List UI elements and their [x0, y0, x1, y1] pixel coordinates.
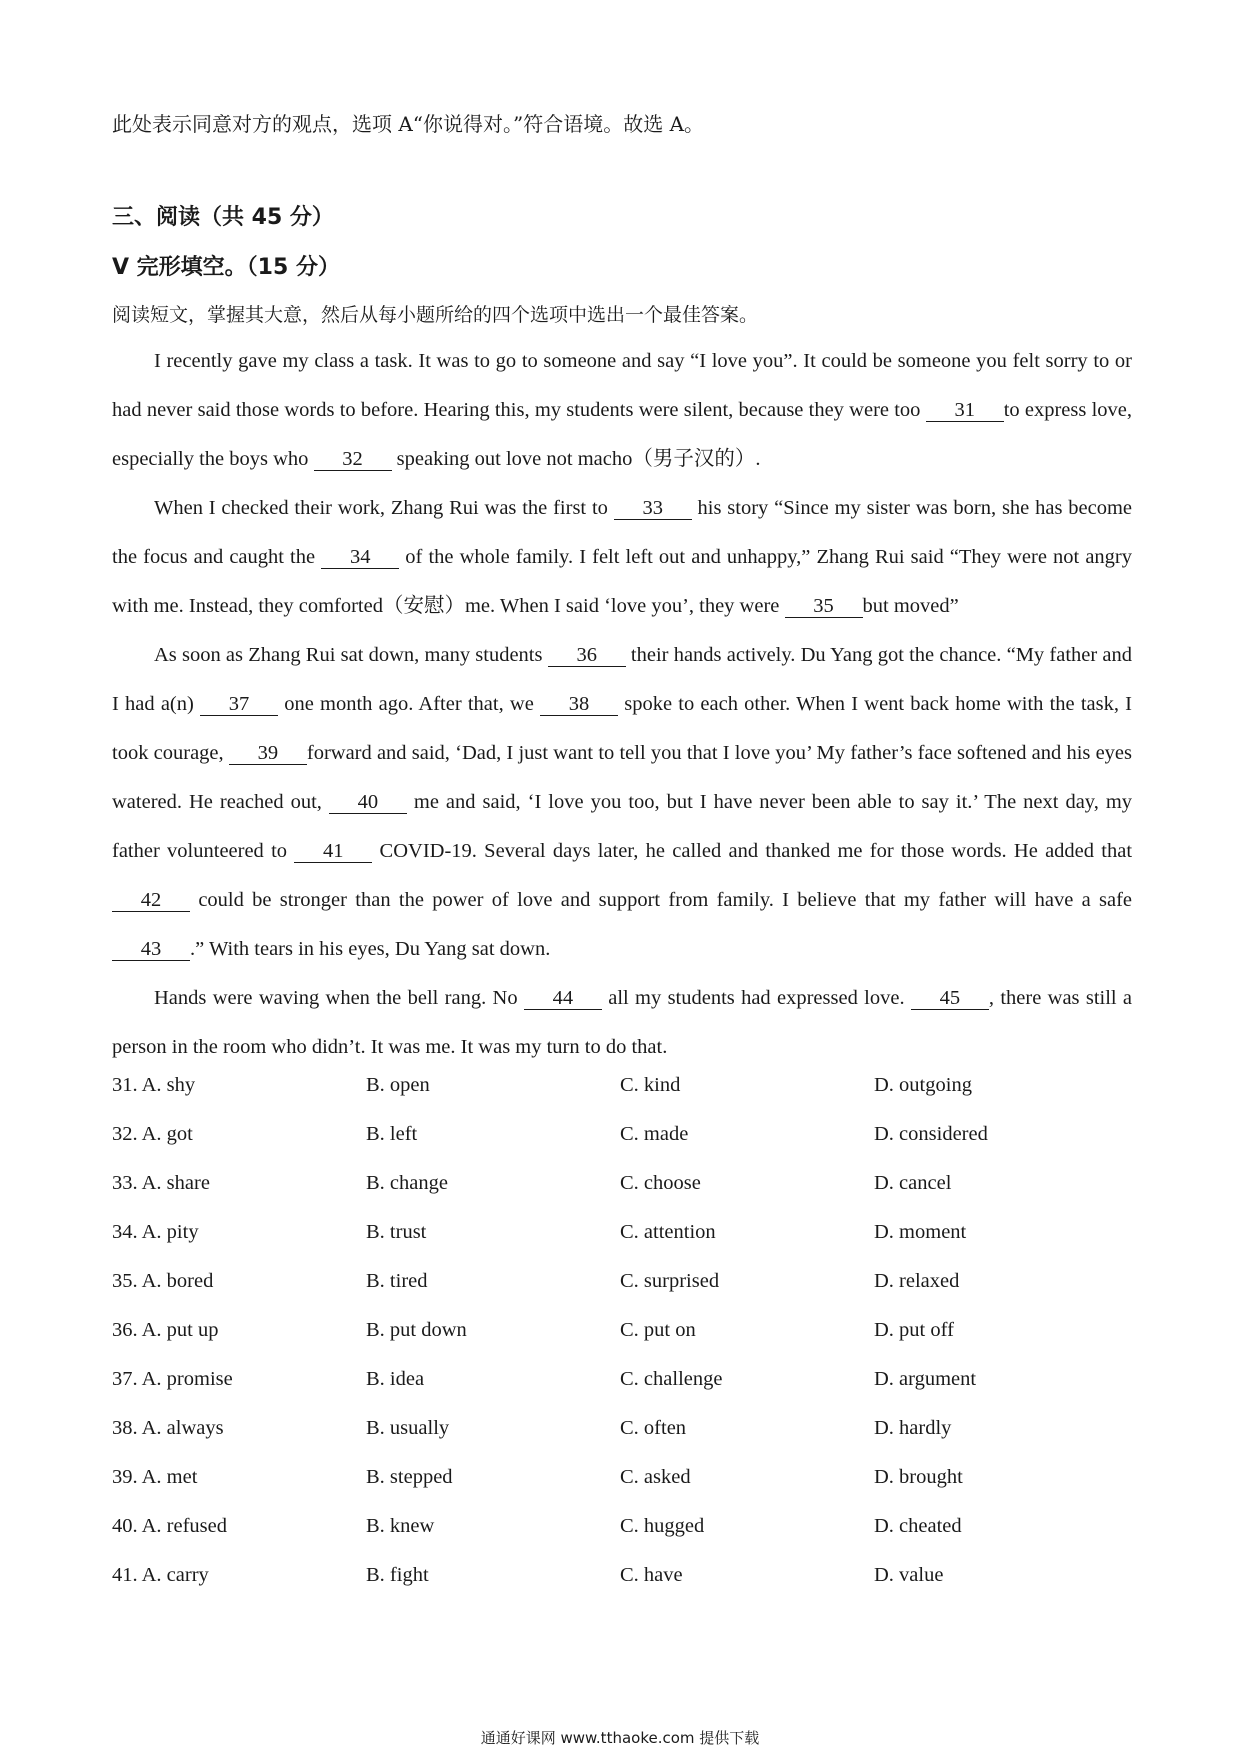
option-c: C. often: [620, 1417, 687, 1439]
options-row: [112, 1564, 1132, 1613]
options-row: [112, 1123, 1132, 1172]
passage-paragraph-2: When I checked their work, Zhang Rui was the first to 33 his story “Since my sister was born, she has become the focus and caught the 34 of the whole family. I felt left out and unhappy,” Zhang Rui said “They were not angry with me. Instead, they comforted（安慰）me. When I said ‘love you’, they were 35 but moved”: [112, 497, 1132, 617]
option-b: B. usually: [366, 1417, 450, 1439]
option-c: C. challenge: [620, 1368, 723, 1390]
option-d: D. brought: [874, 1466, 963, 1488]
option-c: C. kind: [620, 1074, 681, 1096]
option-d: D. hardly: [874, 1417, 952, 1439]
passage-paragraph-4: Hands were waving when the bell rang. No 44 all my students had expressed love. 45 , there was still a person in the room who didn’t. It was me. It was my turn to do that.: [112, 987, 1133, 1058]
blank-31: 31: [926, 399, 1004, 422]
blank-32: 32: [314, 448, 392, 471]
options-row: [112, 1368, 1132, 1417]
option-a: 32. A. got: [112, 1123, 193, 1145]
subsection-title: V 完形填空。（15 分）: [112, 255, 340, 280]
blank-33: 33: [614, 497, 692, 520]
option-c: C. made: [620, 1123, 689, 1145]
section-title: 三、阅读（共 45 分）: [112, 205, 334, 230]
option-c: C. hugged: [620, 1515, 705, 1537]
option-b: B. tired: [366, 1270, 428, 1292]
option-b: B. idea: [366, 1368, 425, 1390]
blank-39: 39: [229, 742, 307, 765]
answer-explanation-note: 此处表示同意对方的观点，选项 A“你说得对。”符合语境。故选 A。: [112, 112, 705, 136]
option-a: 39. A. met: [112, 1466, 198, 1488]
option-a: 34. A. pity: [112, 1221, 199, 1243]
cloze-passage: [112, 337, 1132, 1072]
option-c: C. surprised: [620, 1270, 720, 1292]
passage-paragraph-3: As soon as Zhang Rui sat down, many students 36 their hands actively. Du Yang got the chance. “My father and I had a(n) 37 one month ago. After that, we 38 spoke to each other. When I went back home with the task, I took courage, 39 forward and said, ‘Dad, I just want to tell you that I love you’ My father’s face softened and his eyes watered. He reached out, 40 me and said, ‘I love you too, but I have never been able to say it.’ The next day, my father volunteered to 41 COVID-19. Several days later, he called and thanked me for those words. He added that 42 could be stronger than the power of love and support from family. I believe that my father will have a safe 43 .” With tears in his eyes, Du Yang sat down.: [112, 644, 1133, 960]
options-row: [112, 1074, 1132, 1123]
options-row: [112, 1221, 1132, 1270]
blank-41: 41: [294, 840, 372, 863]
option-c: C. put on: [620, 1319, 696, 1341]
option-d: D. considered: [874, 1123, 988, 1145]
option-a: 31. A. shy: [112, 1074, 196, 1096]
option-c: C. choose: [620, 1172, 701, 1194]
option-c: C. asked: [620, 1466, 691, 1488]
option-a: 36. A. put up: [112, 1319, 219, 1341]
page-footer: 通通好课网 www.tthaoke.com 提供下载: [480, 1729, 760, 1747]
option-a: 33. A. share: [112, 1172, 210, 1194]
option-c: C. attention: [620, 1221, 716, 1243]
blank-35: 35: [785, 595, 863, 618]
option-b: B. put down: [366, 1319, 467, 1341]
option-d: D. argument: [874, 1368, 977, 1390]
blank-44: 44: [524, 987, 602, 1010]
options-row: [112, 1515, 1132, 1564]
passage-paragraph-1: I recently gave my class a task. It was to go to someone and say “I love you”. It could be someone you felt sorry to or had never said those words to before. Hearing this, my students were silent, because they were too 31 to express love, especially the boys who 32 speaking out love not macho（男子汉的）.: [112, 350, 1133, 470]
options-row: [112, 1270, 1132, 1319]
options-row: [112, 1417, 1132, 1466]
blank-43: 43: [112, 938, 190, 961]
blank-40: 40: [329, 791, 407, 814]
option-b: B. stepped: [366, 1466, 453, 1488]
option-d: D. cheated: [874, 1515, 962, 1537]
option-b: B. left: [366, 1123, 418, 1145]
blank-34: 34: [321, 546, 399, 569]
option-b: B. knew: [366, 1515, 435, 1537]
option-d: D. outgoing: [874, 1074, 972, 1096]
option-c: C. have: [620, 1564, 683, 1586]
option-a: 35. A. bored: [112, 1270, 214, 1292]
blank-45: 45: [911, 987, 989, 1010]
options-row: [112, 1466, 1132, 1515]
option-d: D. moment: [874, 1221, 967, 1243]
option-a: 37. A. promise: [112, 1368, 233, 1390]
option-d: D. cancel: [874, 1172, 952, 1194]
instructions: 阅读短文，掌握其大意，然后从每小题所给的四个选项中选出一个最佳答案。: [112, 304, 759, 326]
blank-37: 37: [200, 693, 278, 716]
option-b: B. fight: [366, 1564, 429, 1586]
option-a: 41. A. carry: [112, 1564, 209, 1586]
blank-42: 42: [112, 889, 190, 912]
answer-options: [112, 1074, 1132, 1613]
blank-36: 36: [548, 644, 626, 667]
option-d: D. value: [874, 1564, 944, 1586]
option-b: B. change: [366, 1172, 448, 1194]
options-row: [112, 1172, 1132, 1221]
options-row: [112, 1319, 1132, 1368]
blank-38: 38: [540, 693, 618, 716]
option-a: 38. A. always: [112, 1417, 224, 1439]
option-a: 40. A. refused: [112, 1515, 228, 1537]
option-b: B. trust: [366, 1221, 427, 1243]
option-d: D. put off: [874, 1319, 954, 1341]
option-d: D. relaxed: [874, 1270, 960, 1292]
option-b: B. open: [366, 1074, 430, 1096]
